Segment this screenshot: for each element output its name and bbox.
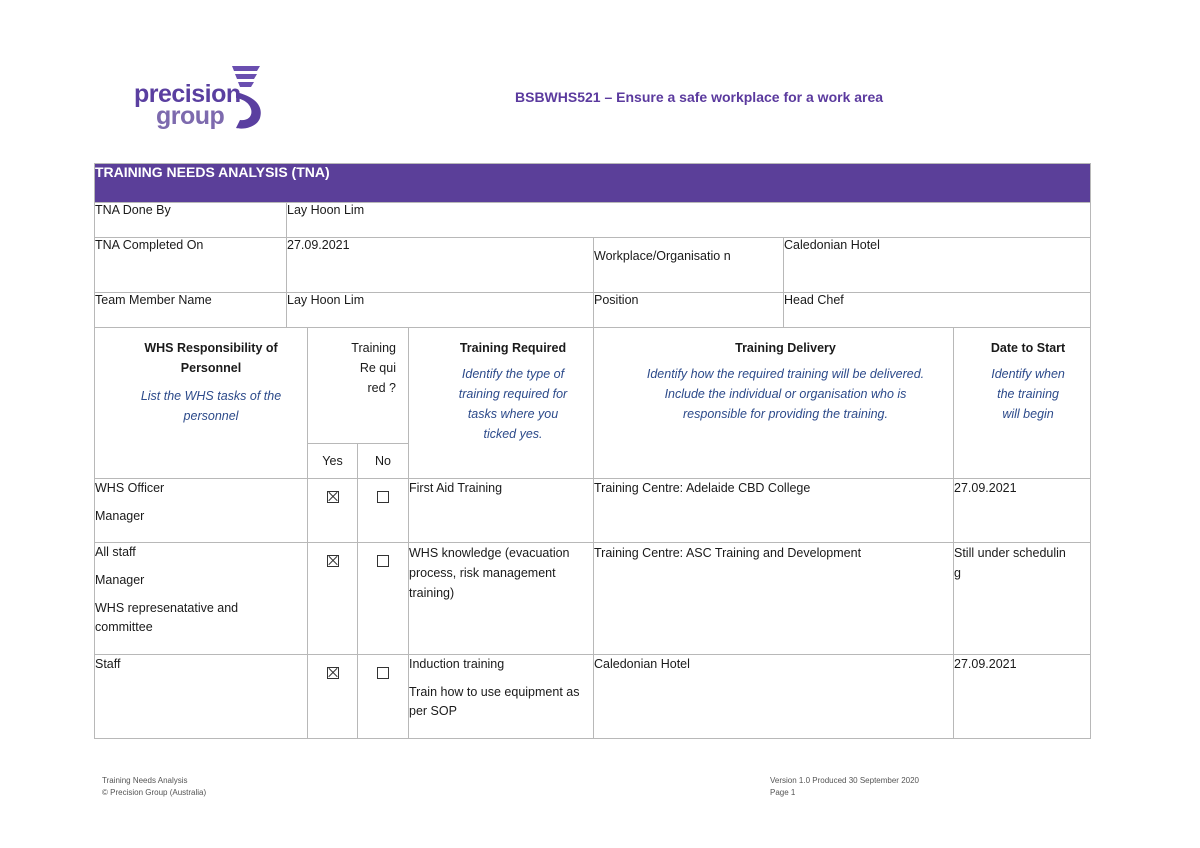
delivery-cell	[594, 479, 954, 543]
yes-cell	[308, 479, 358, 543]
no-cell	[358, 543, 409, 655]
training-cell	[409, 479, 594, 543]
date-text: 27.09.2021	[954, 657, 1017, 671]
empty-checkbox-icon[interactable]	[377, 667, 389, 679]
completed-on-value: 27.09.2021	[287, 238, 594, 293]
training-cell	[409, 655, 594, 739]
date-to-start-hint: Identify when the training will begin	[991, 367, 1065, 421]
delivery-text: Caledonian Hotel	[594, 657, 690, 671]
tna-table	[94, 163, 1091, 739]
workplace-label: Workplace/Organisatio n	[594, 238, 784, 293]
date-text: 27.09.2021	[954, 481, 1017, 495]
training-item: Induction training	[409, 657, 505, 671]
tna-done-by-row	[95, 203, 1091, 238]
checked-checkbox-icon[interactable]	[327, 491, 339, 503]
no-cell	[358, 479, 409, 543]
completed-on-label: TNA Completed On	[95, 238, 287, 293]
precision-group-logo	[134, 62, 274, 136]
done-by-value: Lay Hoon Lim	[287, 203, 1091, 238]
team-member-value: Lay Hoon Lim	[287, 293, 594, 328]
whs-responsibility-title: WHS Responsibility of Personnel	[144, 341, 278, 375]
training-delivery-header	[594, 328, 954, 479]
footer-page-number: Page 1	[770, 788, 796, 797]
date-cell	[954, 543, 1091, 655]
personnel-item: WHS represenatative and committee	[95, 601, 239, 634]
training-cell	[409, 543, 594, 655]
training-delivery-title: Training Delivery	[735, 341, 836, 355]
training-item: Train how to use equipment as per SOP	[409, 685, 580, 718]
personnel-cell	[95, 543, 308, 655]
logo-word-group: group	[156, 102, 225, 130]
training-required-question: Training Re qui red ?	[308, 328, 409, 444]
tna-team-row	[95, 293, 1091, 328]
training-delivery-hint: Identify how the required training will be delivered. Include the individual or organisation who is responsible for providing the training.	[646, 367, 925, 421]
table-row	[95, 655, 1091, 739]
date-cell	[954, 479, 1091, 543]
checked-checkbox-icon[interactable]	[327, 555, 339, 567]
tna-completed-row	[95, 238, 1091, 293]
empty-checkbox-icon[interactable]	[377, 555, 389, 567]
yes-cell	[308, 655, 358, 739]
delivery-cell	[594, 655, 954, 739]
tna-banner-row	[95, 164, 1091, 203]
whs-responsibility-header	[95, 328, 308, 479]
position-label: Position	[594, 293, 784, 328]
delivery-cell	[594, 543, 954, 655]
tna-banner: TRAINING NEEDS ANALYSIS (TNA)	[95, 164, 1091, 203]
training-item: First Aid Training	[409, 481, 503, 495]
training-item: WHS knowledge (evacuation process, risk management training)	[409, 546, 570, 600]
empty-checkbox-icon[interactable]	[377, 491, 389, 503]
footer-doc-name: Training Needs Analysis	[102, 776, 188, 785]
date-cell	[954, 655, 1091, 739]
personnel-item: WHS Officer	[95, 481, 165, 495]
footer-left	[102, 775, 206, 799]
delivery-text: Training Centre: Adelaide CBD College	[594, 481, 811, 495]
footer-right	[770, 775, 919, 799]
date-to-start-header	[954, 328, 1091, 479]
personnel-cell	[95, 479, 308, 543]
table-row	[95, 479, 1091, 543]
personnel-item: Staff	[95, 657, 121, 671]
delivery-text: Training Centre: ASC Training and Development	[594, 546, 862, 560]
yes-cell	[308, 543, 358, 655]
training-required-hint: Identify the type of training required for tasks where you ticked yes.	[458, 367, 568, 441]
team-member-label: Team Member Name	[95, 293, 287, 328]
workplace-value: Caledonian Hotel	[784, 238, 1091, 293]
personnel-item: All staff	[95, 545, 136, 559]
whs-responsibility-hint: List the WHS tasks of the personnel	[140, 389, 282, 423]
personnel-cell	[95, 655, 308, 739]
date-to-start-title: Date to Start	[990, 341, 1066, 355]
column-header-row	[95, 328, 1091, 444]
done-by-label: TNA Done By	[95, 203, 287, 238]
date-text: Still under schedulin g	[954, 546, 1066, 580]
logo-word-precision: precision	[134, 80, 241, 108]
yes-header: Yes	[308, 444, 358, 479]
position-value: Head Chef	[784, 293, 1091, 328]
training-required-header	[409, 328, 594, 479]
table-row	[95, 543, 1091, 655]
footer-version: Version 1.0 Produced 30 September 2020	[770, 776, 919, 785]
personnel-item: Manager	[95, 509, 145, 523]
footer-copyright: © Precision Group (Australia)	[102, 788, 207, 797]
page-title: BSBWHS521 – Ensure a safe workplace for a work area	[515, 89, 884, 105]
training-required-title: Training Required	[459, 341, 567, 355]
checked-checkbox-icon[interactable]	[327, 667, 339, 679]
personnel-item: Manager	[95, 573, 145, 587]
no-header: No	[358, 444, 409, 479]
no-cell	[358, 655, 409, 739]
